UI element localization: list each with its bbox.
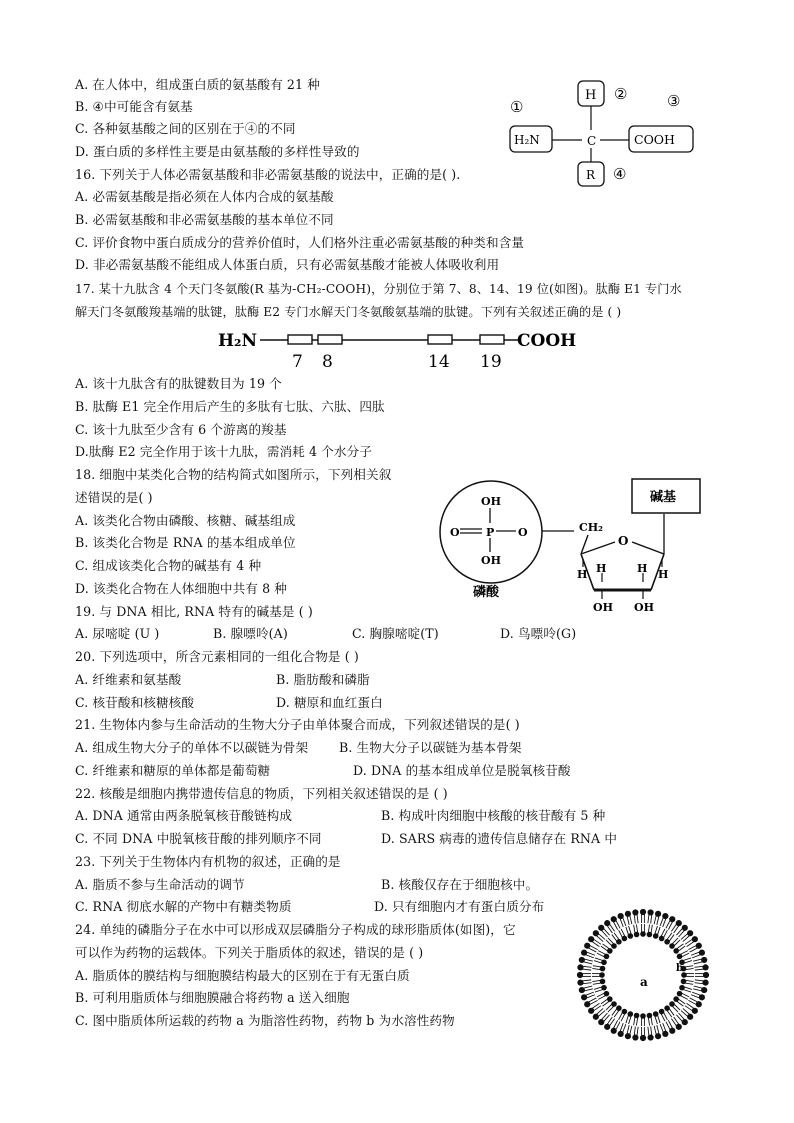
q22-stem: 22. 核酸是细胞内携带遗传信息的物质，下列相关叙述错误的是 ( ) [75,786,448,801]
q15-option-d: D. 蛋白质的多样性主要是由氨基酸的多样性导致的 [75,144,360,159]
q20-stem: 20. 下列选项中，所含元素相同的一组化合物是 ( ) [75,649,359,664]
q19-stem: 19. 与 DNA 相比, RNA 特有的碱基是 ( ) [75,604,313,619]
q24-option-a: A. 脂质体的膜结构与细胞膜结构最大的区别在于有无蛋白质 [75,968,410,983]
carboxyl-group: COOH [634,132,675,147]
residue-7-block [288,335,312,344]
q22-option-b: B. 构成叶肉细胞中核酸的核苷酸有 5 种 [381,808,606,823]
q24-stem-line1: 24. 单纯的磷脂分子在水中可以形成双层磷脂分子构成的球形脂质体(如图)，它 [75,922,516,937]
h-atom: H [585,88,597,103]
position-label: 19 [480,352,502,372]
q15-option-a: A. 在人体中，组成蛋白质的氨基酸有 21 种 [75,77,320,92]
position-label: 7 [292,352,303,372]
amino-group: H₂N [514,133,540,147]
q19-option-a: A. 尿嘧啶 (U ) [75,626,160,641]
q16-option-c: C. 评价食物中蛋白质成分的营养价值时，人们格外注重必需氨基酸的种类和含量 [75,235,525,250]
q20-option-a: A. 纤维素和氨基酸 [75,672,182,687]
q21-option-d: D. DNA 的基本组成单位是脱氧核苷酸 [353,763,571,778]
ch2-group: CH₂ [579,521,603,534]
q15-option-c: C. 各种氨基酸之间的区别在于④的不同 [75,121,296,136]
residue-8-block [318,335,342,344]
label-4: ④ [613,165,627,183]
q23-stem: 23. 下列关于生物体内有机物的叙述，正确的是 [75,854,341,869]
q23-option-a: A. 脂质不参与生命活动的调节 [75,877,245,892]
ring-oxygen: O [618,534,629,548]
ring-h: H [596,562,607,575]
q19-option-b: B. 腺嘌呤(A) [213,626,288,641]
q18-stem-line1: 18. 细胞中某类化合物的结构简式如图所示，下列相关叙 [75,467,392,482]
ring-oh: OH [593,601,613,614]
r-group: R [586,168,596,182]
phosphate-o-left: O [450,526,460,539]
q18-stem-line2: 述错误的是( ) [75,490,153,505]
q24-option-c: C. 图中脂质体所运载的药物 a 为脂溶性药物，药物 b 为水溶性药物 [75,1013,455,1028]
q15-option-b: B. ④中可能含有氨基 [75,99,193,114]
q21-option-a: A. 组成生物大分子的单体不以碳链为骨架 [75,740,309,755]
label-1: ① [510,98,524,116]
peptide-c-terminus: COOH [517,331,577,351]
phosphate-oh-bottom: OH [481,554,501,567]
peptide-n-terminus: H₂N [218,331,258,351]
q20-option-b: B. 脂肪酸和磷脂 [276,672,370,687]
ring-oh: OH [634,601,654,614]
q16-option-d: D. 非必需氨基酸不能组成人体蛋白质，只有必需氨基酸才能被人体吸收利用 [75,257,500,272]
q23-option-c: C. RNA 彻底水解的产物中有糖类物质 [75,899,292,914]
q16-option-a: A. 必需氨基酸是指必须在人体内合成的氨基酸 [75,189,334,204]
q18-option-d: D. 该类化合物在人体细胞中共有 8 种 [75,581,287,596]
q16-stem: 16. 下列关于人体必需氨基酸和非必需氨基酸的说法中，正确的是( ). [75,167,461,182]
ring-h: H [658,568,669,581]
q24-stem-line2: 可以作为药物的运载体。下列关于脂质体的叙述，错误的是 ( ) [75,945,424,960]
phosphate-o-right: O [518,526,528,539]
drug-b-label: b [676,963,683,974]
label-2: ② [614,85,628,103]
q17-option-b: B. 肽酶 E1 完全作用后产生的多肽有七肽、六肽、四肽 [75,399,385,414]
peptide-diagram [210,322,590,372]
q22-option-c: C. 不同 DNA 中脱氧核苷酸的排列顺序不同 [75,831,322,846]
position-label: 8 [322,352,333,372]
position-label: 14 [428,352,450,372]
nucleotide-diagram [436,474,726,619]
q19-option-d: D. 鸟嘌呤(G) [500,626,577,641]
q18-option-a: A. 该类化合物由磷酸、核糖、碱基组成 [75,513,296,528]
ring-h: H [637,562,648,575]
label-3: ③ [667,92,681,110]
q16-option-b: B. 必需氨基酸和非必需氨基酸的基本单位不同 [75,212,334,227]
liposome-diagram [573,905,713,1045]
q22-option-d: D. SARS 病毒的遗传信息储存在 RNA 中 [381,831,618,846]
q17-option-c: C. 该十九肽至少含有 6 个游离的羧基 [75,422,287,437]
residue-19-block [480,335,504,344]
amino-acid-diagram [505,78,705,190]
q20-option-c: C. 核苷酸和核糖核酸 [75,695,195,710]
q21-option-b: B. 生物大分子以碳链为基本骨架 [339,740,522,755]
drug-a-label: a [640,975,648,989]
q17-stem-line2: 解天门冬氨酸羧基端的肽键，肽酶 E2 专门水解天门冬氨酸氨基端的肽键。下列有关叙述正确的是 ( ) [75,305,622,319]
residue-14-block [428,335,452,344]
q17-option-d: D.肽酶 E2 完全作用于该十九肽，需消耗 4 个水分子 [75,444,372,459]
phosphate-oh-top: OH [481,495,501,508]
q21-option-c: C. 纤维素和糖原的单体都是葡萄糖 [75,763,271,778]
base-label: 碱基 [650,490,677,505]
q21-stem: 21. 生物体内参与生命活动的生物大分子由单体聚合而成，下列叙述错误的是( ) [75,717,520,732]
q17-option-a: A. 该十九肽含有的肽键数目为 19 个 [75,376,282,391]
alpha-carbon: C [587,134,597,148]
q22-option-a: A. DNA 通常由两条脱氧核苷酸链构成 [75,808,293,823]
phosphorus-atom: P [486,526,495,539]
q18-option-c: C. 组成该类化合物的碱基有 4 种 [75,558,262,573]
phosphate-label: 磷酸 [473,585,500,600]
ring-h: H [577,568,588,581]
q24-option-b: B. 可利用脂质体与细胞膜融合将药物 a 送入细胞 [75,990,350,1005]
q20-option-d: D. 糖原和血红蛋白 [276,695,383,710]
q18-option-b: B. 该类化合物是 RNA 的基本组成单位 [75,535,296,550]
q17-stem-line1: 17. 某十九肽含 4 个天门冬氨酸(R 基为-CH₂-COOH)，分别位于第 7、8、14、19 位(如图)。肽酶 E1 专门水 [75,282,682,296]
q23-option-b: B. 核酸仅存在于细胞核中。 [381,877,539,892]
q23-option-d: D. 只有细胞内才有蛋白质分布 [374,899,545,914]
q19-option-c: C. 胸腺嘧啶(T) [352,626,439,641]
